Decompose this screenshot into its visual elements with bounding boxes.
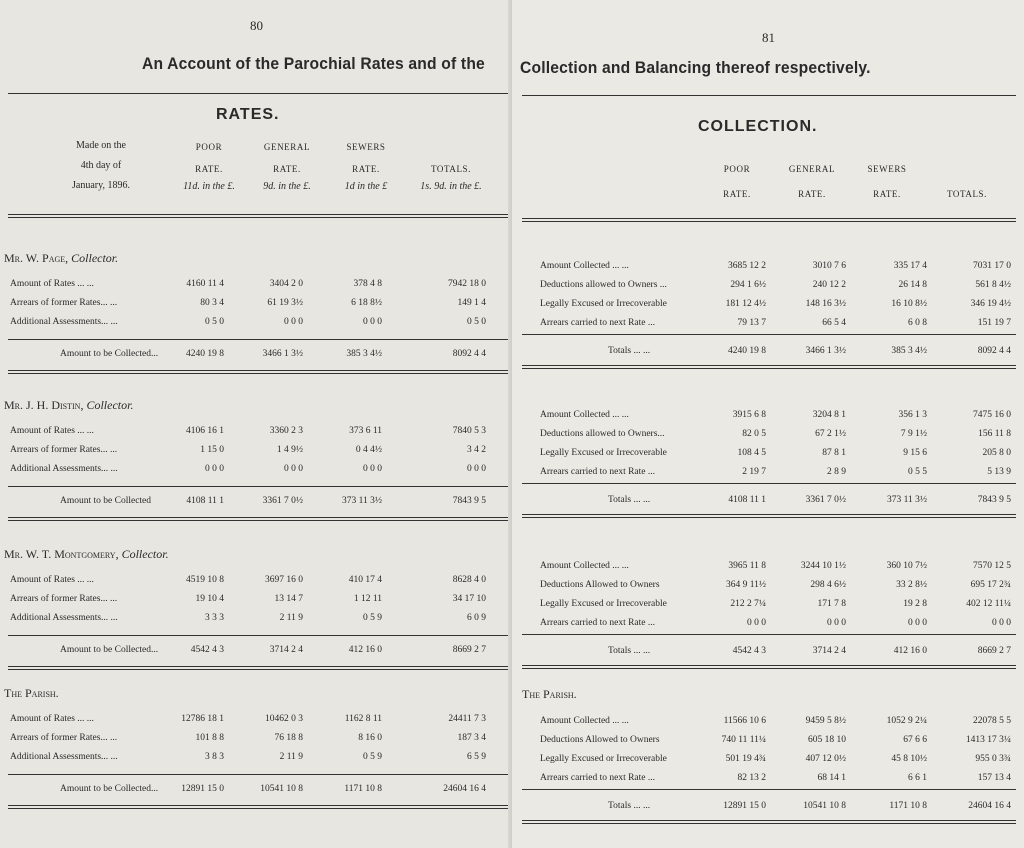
table-row xyxy=(0,714,512,728)
total-label: Amount to be Collected... xyxy=(60,349,159,359)
amount-cell: 385 3 4½ xyxy=(891,346,927,356)
amount-cell: 0 5 9 xyxy=(363,752,382,762)
row-label: Amount of Rates ... ... xyxy=(10,714,94,724)
row-label: Deductions Allowed to Owners xyxy=(540,580,660,590)
total-label: Totals ... ... xyxy=(608,646,651,656)
amount-cell: 3361 7 0½ xyxy=(805,495,846,505)
collector-name: Mr. W. T. Montgomery, xyxy=(4,547,119,561)
row-label: Arrears carried to next Rate ... xyxy=(540,773,656,783)
row-label: Additional Assessments... ... xyxy=(10,613,118,623)
amount-cell: 3 8 3 xyxy=(205,752,224,762)
table-row xyxy=(512,561,1024,575)
page-number: 80 xyxy=(250,18,263,33)
divider xyxy=(522,820,1016,824)
total-row xyxy=(0,784,512,798)
amount-cell: 0 5 0 xyxy=(467,317,486,327)
amount-cell: 0 0 0 xyxy=(363,464,382,474)
amount-cell: 1 12 11 xyxy=(353,594,382,604)
section-heading: COLLECTION. xyxy=(698,118,818,135)
header-divider xyxy=(8,214,508,218)
amount-cell: 501 19 4¾ xyxy=(725,754,766,764)
amount-cell: 240 12 2 xyxy=(812,280,846,290)
amount-cell: 3361 7 0½ xyxy=(262,496,303,506)
amount-cell: 695 17 2¾ xyxy=(970,580,1011,590)
divider xyxy=(8,339,508,340)
amount-cell: 7475 16 0 xyxy=(973,410,1011,420)
row-label: Deductions allowed to Owners ... xyxy=(540,280,667,290)
amount-cell: 2 19 7 xyxy=(742,467,766,477)
column-header-line1: GENERAL xyxy=(788,164,836,174)
amount-cell: 0 0 0 xyxy=(908,618,927,628)
amount-cell: 1171 10 8 xyxy=(889,801,927,811)
amount-cell: 4542 4 3 xyxy=(190,645,224,655)
table-row xyxy=(512,754,1024,768)
row-label: Additional Assessments... ... xyxy=(10,317,118,327)
amount-cell: 0 0 0 xyxy=(363,317,382,327)
table-row xyxy=(512,773,1024,787)
amount-cell: 3685 12 2 xyxy=(728,261,766,271)
amount-cell: 7942 18 0 xyxy=(448,279,486,289)
amount-cell: 3 3 3 xyxy=(205,613,224,623)
column-header-rate: 9d. in the £. xyxy=(263,181,311,192)
amount-cell: 151 19 7 xyxy=(977,318,1011,328)
amount-cell: 360 10 7½ xyxy=(886,561,927,571)
amount-cell: 4106 16 1 xyxy=(186,426,224,436)
total-label: Totals ... ... xyxy=(608,346,651,356)
amount-cell: 26 14 8 xyxy=(898,280,927,290)
right-page xyxy=(512,0,1024,848)
amount-cell: 4542 4 3 xyxy=(732,646,766,656)
table-row xyxy=(512,261,1024,275)
table-row xyxy=(512,410,1024,424)
amount-cell: 3010 7 6 xyxy=(812,261,846,271)
row-label: Additional Assessments... ... xyxy=(10,752,118,762)
divider xyxy=(8,805,508,809)
divider xyxy=(522,514,1016,518)
amount-cell: 6 0 9 xyxy=(467,613,486,623)
amount-cell: 740 11 11¼ xyxy=(721,735,766,745)
amount-cell: 3404 2 0 xyxy=(269,279,303,289)
divider xyxy=(522,634,1016,635)
table-row xyxy=(0,733,512,747)
amount-cell: 0 5 9 xyxy=(363,613,382,623)
total-label: Totals ... ... xyxy=(608,801,651,811)
row-label: Legally Excused or Irrecoverable xyxy=(540,599,667,609)
row-label: Amount Collected ... ... xyxy=(540,561,629,571)
divider xyxy=(522,365,1016,369)
collector-role: Collector. xyxy=(121,547,169,561)
amount-cell: 0 0 0 xyxy=(284,464,303,474)
amount-cell: 24604 16 4 xyxy=(443,784,486,794)
amount-cell: 402 12 11¼ xyxy=(966,599,1011,609)
row-label: Amount of Rates ... ... xyxy=(10,426,94,436)
amount-cell: 955 0 3¾ xyxy=(975,754,1011,764)
amount-cell: 7843 9 5 xyxy=(977,495,1011,505)
amount-cell: 16 10 8½ xyxy=(891,299,927,309)
column-header-line2: RATE. xyxy=(723,189,751,199)
row-label: Arrears of former Rates... ... xyxy=(10,733,118,743)
column-header-rate: 1d in the £ xyxy=(344,181,388,192)
amount-cell: 6 6 1 xyxy=(908,773,927,783)
page-number: 81 xyxy=(762,30,775,45)
amount-cell: 412 16 0 xyxy=(893,646,927,656)
table-row xyxy=(0,279,512,293)
amount-cell: 3360 2 3 xyxy=(269,426,303,436)
collector-heading xyxy=(4,547,169,562)
amount-cell: 61 19 3½ xyxy=(267,298,303,308)
amount-cell: 156 11 8 xyxy=(978,429,1011,439)
amount-cell: 412 16 0 xyxy=(348,645,382,655)
row-label: Arrears carried to next Rate ... xyxy=(540,618,656,628)
row-label: Amount Collected ... ... xyxy=(540,716,629,726)
collector-heading xyxy=(4,398,133,413)
amount-cell: 148 16 3½ xyxy=(805,299,846,309)
row-label: Amount of Rates ... ... xyxy=(10,279,94,289)
amount-cell: 3 4 2 xyxy=(467,445,486,455)
row-label: Legally Excused or Irrecoverable xyxy=(540,448,667,458)
column-header-line2: RATE. xyxy=(352,164,380,174)
divider xyxy=(8,517,508,521)
amount-cell: 1 4 9½ xyxy=(276,445,303,455)
amount-cell: 294 1 6½ xyxy=(730,280,766,290)
column-header-line2: RATE. xyxy=(195,164,223,174)
amount-cell: 0 0 0 xyxy=(992,618,1011,628)
table-row xyxy=(512,280,1024,294)
amount-cell: 10462 0 3 xyxy=(265,714,303,724)
amount-cell: 4519 10 8 xyxy=(186,575,224,585)
amount-cell: 80 3 4 xyxy=(200,298,224,308)
amount-cell: 79 13 7 xyxy=(737,318,766,328)
amount-cell: 149 1 4 xyxy=(457,298,486,308)
divider xyxy=(522,483,1016,484)
amount-cell: 3915 6 8 xyxy=(732,410,766,420)
amount-cell: 410 17 4 xyxy=(348,575,382,585)
amount-cell: 22078 5 5 xyxy=(973,716,1011,726)
amount-cell: 1052 9 2¼ xyxy=(886,716,927,726)
amount-cell: 205 8 0 xyxy=(982,448,1011,458)
amount-cell: 2 11 9 xyxy=(279,752,303,762)
column-header-line2: RATE. xyxy=(873,189,901,199)
amount-cell: 3244 10 1½ xyxy=(800,561,846,571)
table-row xyxy=(512,735,1024,749)
column-header-line2: TOTALS. xyxy=(946,189,988,199)
amount-cell: 3204 8 1 xyxy=(812,410,846,420)
total-row xyxy=(0,645,512,659)
collector-role: Collector. xyxy=(86,398,134,412)
collector-role: Collector. xyxy=(71,251,119,265)
amount-cell: 187 3 4 xyxy=(457,733,486,743)
table-row xyxy=(0,752,512,766)
row-label: Arrears of former Rates... ... xyxy=(10,445,118,455)
amount-cell: 8628 4 0 xyxy=(452,575,486,585)
amount-cell: 0 0 0 xyxy=(827,618,846,628)
collector-heading xyxy=(4,686,59,701)
amount-cell: 7840 5 3 xyxy=(452,426,486,436)
amount-cell: 8092 4 4 xyxy=(977,346,1011,356)
table-row xyxy=(512,716,1024,730)
amount-cell: 1162 8 11 xyxy=(344,714,382,724)
amount-cell: 67 2 1½ xyxy=(815,429,846,439)
row-label: Arrears carried to next Rate ... xyxy=(540,318,656,328)
row-label: Amount Collected ... ... xyxy=(540,261,629,271)
amount-cell: 9 15 6 xyxy=(903,448,927,458)
amount-cell: 11566 10 6 xyxy=(723,716,766,726)
amount-cell: 0 0 0 xyxy=(467,464,486,474)
divider xyxy=(8,635,508,636)
amount-cell: 3466 1 3½ xyxy=(262,349,303,359)
amount-cell: 2 8 9 xyxy=(827,467,846,477)
amount-cell: 7570 12 5 xyxy=(973,561,1011,571)
total-label: Amount to be Collected xyxy=(60,496,152,506)
amount-cell: 3714 2 4 xyxy=(812,646,846,656)
amount-cell: 24604 16 4 xyxy=(968,801,1011,811)
row-label: Deductions allowed to Owners... xyxy=(540,429,665,439)
divider xyxy=(8,370,508,374)
row-label: Arrears carried to next Rate ... xyxy=(540,467,656,477)
table-row xyxy=(0,594,512,608)
column-header-line2: RATE. xyxy=(798,189,826,199)
amount-cell: 66 5 4 xyxy=(822,318,846,328)
amount-cell: 0 5 5 xyxy=(908,467,927,477)
table-row xyxy=(0,317,512,331)
amount-cell: 45 8 10½ xyxy=(891,754,927,764)
amount-cell: 24411 7 3 xyxy=(448,714,486,724)
amount-cell: 9459 5 8½ xyxy=(805,716,846,726)
made-on-line: Made on the xyxy=(76,140,126,151)
amount-cell: 346 19 4½ xyxy=(970,299,1011,309)
amount-cell: 3466 1 3½ xyxy=(805,346,846,356)
amount-cell: 181 12 4½ xyxy=(725,299,766,309)
row-label: Legally Excused or Irrecoverable xyxy=(540,754,667,764)
collector-heading xyxy=(4,251,118,266)
amount-cell: 373 11 3½ xyxy=(886,495,927,505)
column-header-line2: TOTALS. xyxy=(430,164,472,174)
total-row xyxy=(512,646,1024,660)
amount-cell: 605 18 10 xyxy=(808,735,846,745)
total-label: Amount to be Collected... xyxy=(60,784,159,794)
amount-cell: 0 0 0 xyxy=(747,618,766,628)
amount-cell: 3697 16 0 xyxy=(265,575,303,585)
amount-cell: 364 9 11½ xyxy=(725,580,766,590)
amount-cell: 8092 4 4 xyxy=(452,349,486,359)
amount-cell: 4160 11 4 xyxy=(186,279,224,289)
amount-cell: 8669 2 7 xyxy=(977,646,1011,656)
amount-cell: 19 10 4 xyxy=(195,594,224,604)
page-title: An Account of the Parochial Rates and of the xyxy=(142,54,485,73)
total-row xyxy=(512,801,1024,815)
amount-cell: 13 14 7 xyxy=(274,594,303,604)
table-row xyxy=(512,448,1024,462)
amount-cell: 8669 2 7 xyxy=(452,645,486,655)
collector-name: Mr. W. Page, xyxy=(4,251,69,265)
table-row xyxy=(512,618,1024,632)
amount-cell: 3714 2 4 xyxy=(269,645,303,655)
amount-cell: 101 8 8 xyxy=(195,733,224,743)
table-row xyxy=(512,467,1024,481)
table-row xyxy=(0,445,512,459)
section-heading: RATES. xyxy=(216,106,280,123)
divider xyxy=(8,93,508,94)
amount-cell: 0 0 0 xyxy=(205,464,224,474)
made-on-line: 4th day of xyxy=(80,160,122,171)
amount-cell: 68 14 1 xyxy=(817,773,846,783)
divider xyxy=(522,665,1016,669)
column-header-line1: POOR xyxy=(723,164,751,174)
header-divider xyxy=(522,218,1016,222)
table-row xyxy=(0,613,512,627)
table-row xyxy=(0,426,512,440)
divider xyxy=(522,95,1016,96)
column-header-rate: 1s. 9d. in the £. xyxy=(420,181,482,192)
row-label: Deductions Allowed to Owners xyxy=(540,735,660,745)
amount-cell: 298 4 6½ xyxy=(810,580,846,590)
amount-cell: 8 16 0 xyxy=(358,733,382,743)
page-title: Collection and Balancing thereof respectively. xyxy=(520,58,871,77)
amount-cell: 12891 15 0 xyxy=(723,801,766,811)
divider xyxy=(522,789,1016,790)
amount-cell: 4108 11 1 xyxy=(728,495,766,505)
amount-cell: 12891 15 0 xyxy=(181,784,224,794)
amount-cell: 12786 18 1 xyxy=(181,714,224,724)
collector-name: Mr. J. H. Distin, xyxy=(4,398,84,412)
amount-cell: 108 4 5 xyxy=(737,448,766,458)
amount-cell: 1413 17 3¼ xyxy=(965,735,1011,745)
amount-cell: 171 7 8 xyxy=(817,599,846,609)
divider xyxy=(8,774,508,775)
amount-cell: 0 0 0 xyxy=(284,317,303,327)
amount-cell: 10541 10 8 xyxy=(260,784,303,794)
table-row xyxy=(512,429,1024,443)
amount-cell: 7 9 1½ xyxy=(900,429,927,439)
amount-cell: 373 6 11 xyxy=(349,426,382,436)
column-header-line1: SEWERS xyxy=(346,142,386,152)
amount-cell: 33 2 8½ xyxy=(896,580,927,590)
amount-cell: 5 13 9 xyxy=(987,467,1011,477)
amount-cell: 4240 19 8 xyxy=(728,346,766,356)
amount-cell: 385 3 4½ xyxy=(346,349,382,359)
amount-cell: 19 2 8 xyxy=(903,599,927,609)
amount-cell: 10541 10 8 xyxy=(803,801,846,811)
table-row xyxy=(512,580,1024,594)
divider xyxy=(8,486,508,487)
amount-cell: 4240 19 8 xyxy=(186,349,224,359)
row-label: Legally Excused or Irrecoverable xyxy=(540,299,667,309)
table-row xyxy=(512,299,1024,313)
amount-cell: 7031 17 0 xyxy=(973,261,1011,271)
table-row xyxy=(512,318,1024,332)
amount-cell: 2 11 9 xyxy=(279,613,303,623)
amount-cell: 0 4 4½ xyxy=(355,445,382,455)
divider xyxy=(8,666,508,670)
amount-cell: 4108 11 1 xyxy=(186,496,224,506)
amount-cell: 6 18 8½ xyxy=(351,298,382,308)
amount-cell: 6 5 9 xyxy=(467,752,486,762)
amount-cell: 67 6 6 xyxy=(903,735,927,745)
total-row xyxy=(512,346,1024,360)
collector-name: The Parish. xyxy=(4,686,59,700)
amount-cell: 7843 9 5 xyxy=(452,496,486,506)
amount-cell: 561 8 4½ xyxy=(975,280,1011,290)
column-header-line1: GENERAL xyxy=(263,142,311,152)
amount-cell: 212 2 7¼ xyxy=(730,599,766,609)
row-label: Amount Collected ... ... xyxy=(540,410,629,420)
amount-cell: 356 1 3 xyxy=(898,410,927,420)
row-label: Amount of Rates ... ... xyxy=(10,575,94,585)
column-header-rate: 11d. in the £. xyxy=(183,181,235,192)
amount-cell: 373 11 3½ xyxy=(341,496,382,506)
total-label: Totals ... ... xyxy=(608,495,651,505)
row-label: Arrears of former Rates... ... xyxy=(10,298,118,308)
total-row xyxy=(512,495,1024,509)
amount-cell: 378 4 8 xyxy=(353,279,382,289)
made-on-line: January, 1896. xyxy=(72,180,130,191)
amount-cell: 157 13 4 xyxy=(977,773,1011,783)
total-row xyxy=(0,349,512,363)
divider xyxy=(522,334,1016,335)
column-header-line2: RATE. xyxy=(273,164,301,174)
table-row xyxy=(0,464,512,478)
row-label: Additional Assessments... ... xyxy=(10,464,118,474)
amount-cell: 1171 10 8 xyxy=(344,784,382,794)
table-row xyxy=(0,298,512,312)
amount-cell: 407 12 0½ xyxy=(805,754,846,764)
amount-cell: 34 17 10 xyxy=(452,594,486,604)
amount-cell: 1 15 0 xyxy=(200,445,224,455)
table-row xyxy=(512,599,1024,613)
row-label: Arrears of former Rates... ... xyxy=(10,594,118,604)
table-row xyxy=(0,575,512,589)
amount-cell: 87 8 1 xyxy=(822,448,846,458)
amount-cell: 76 18 8 xyxy=(274,733,303,743)
column-header-line1: SEWERS xyxy=(867,164,907,174)
amount-cell: 82 13 2 xyxy=(737,773,766,783)
amount-cell: 82 0 5 xyxy=(742,429,766,439)
total-label: Amount to be Collected... xyxy=(60,645,159,655)
total-row xyxy=(0,496,512,510)
amount-cell: 3965 11 8 xyxy=(728,561,766,571)
column-header-line1: POOR xyxy=(195,142,223,152)
amount-cell: 0 5 0 xyxy=(205,317,224,327)
section-subheading: The Parish. xyxy=(522,687,577,701)
amount-cell: 335 17 4 xyxy=(893,261,927,271)
amount-cell: 6 0 8 xyxy=(908,318,927,328)
